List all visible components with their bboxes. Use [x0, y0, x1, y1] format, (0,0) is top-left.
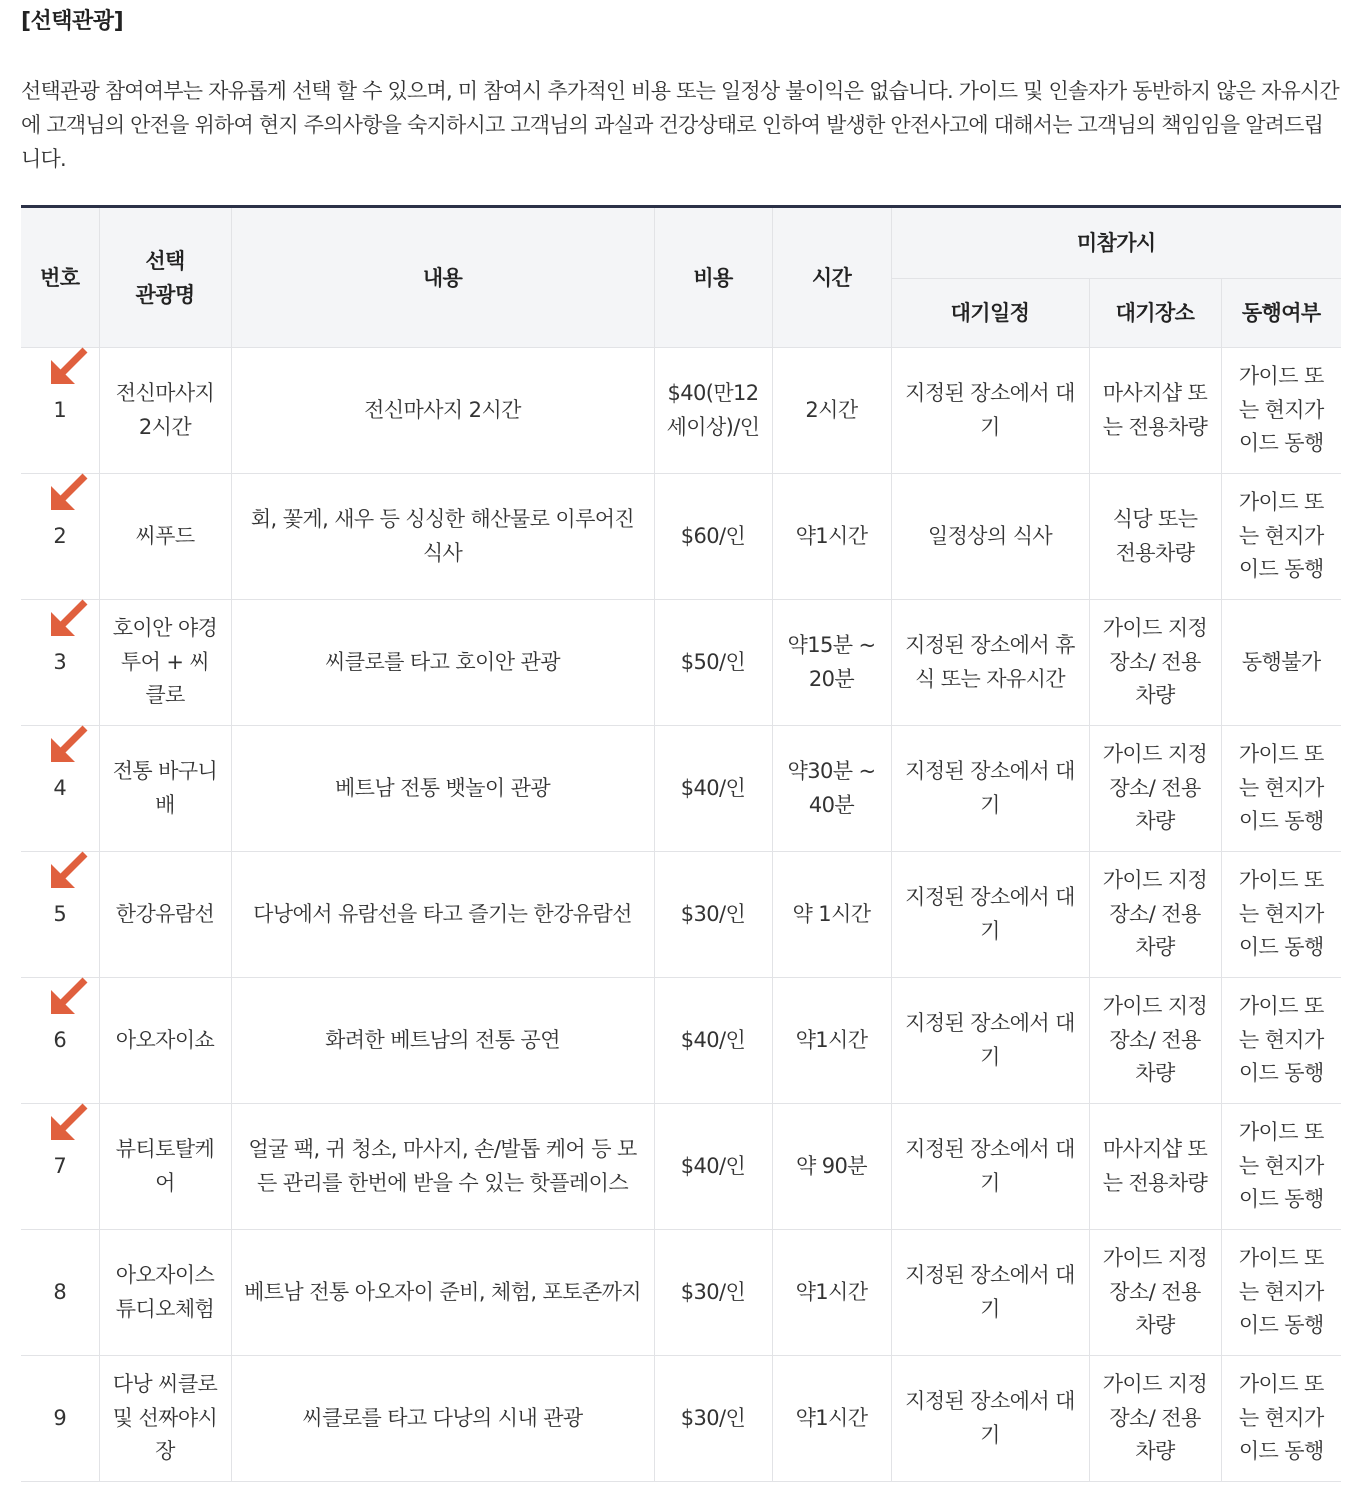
row-number-text: 2 — [53, 523, 67, 548]
row-number-text: 6 — [53, 1027, 67, 1052]
cell-no — [21, 348, 99, 474]
table-row — [21, 348, 1341, 474]
cell-time: 2시간 — [772, 348, 891, 474]
row-number-text: 1 — [53, 397, 67, 422]
table-row — [21, 1230, 1341, 1356]
table-row — [21, 1356, 1341, 1482]
cell-no — [21, 726, 99, 852]
cell-content: 씨클로를 타고 다낭의 시내 관광 — [231, 1356, 654, 1482]
cell-time: 약30분 ~40분 — [772, 726, 891, 852]
arrow-down-left-icon — [49, 1102, 89, 1142]
header-wait-schedule: 대기일정 — [891, 279, 1089, 348]
cell-content: 얼굴 팩, 귀 청소, 마사지, 손/발톱 케어 등 모든 관리를 한번에 받을 수 있는 핫플레이스 — [231, 1104, 654, 1230]
header-wait-place: 대기장소 — [1089, 279, 1221, 348]
cell-no — [21, 1104, 99, 1230]
header-name-line1: 선택 — [145, 248, 185, 273]
cell-cost: $40/인 — [654, 1104, 772, 1230]
cell-name: 전통 바구니배 — [99, 726, 231, 852]
cell-name: 아오자이스튜디오체험 — [99, 1230, 231, 1356]
table-row — [21, 978, 1341, 1104]
row-number — [53, 898, 66, 932]
cell-accompany: 가이드 또는 현지가이드 동행 — [1221, 1356, 1341, 1482]
cell-content: 화려한 베트남의 전통 공연 — [231, 978, 654, 1104]
table-row — [21, 852, 1341, 978]
arrow-down-left-icon — [49, 598, 89, 638]
cell-time: 약 1시간 — [772, 852, 891, 978]
cell-no — [21, 474, 99, 600]
row-number — [53, 1024, 66, 1058]
row-number-text: 9 — [53, 1405, 67, 1430]
cell-wait-schedule: 지정된 장소에서 휴식 또는 자유시간 — [891, 600, 1089, 726]
cell-cost: $50/인 — [654, 600, 772, 726]
cell-content: 베트남 전통 아오자이 준비, 체험, 포토존까지 — [231, 1230, 654, 1356]
row-number — [53, 1150, 66, 1184]
cell-content: 베트남 전통 뱃놀이 관광 — [231, 726, 654, 852]
cell-cost: $60/인 — [654, 474, 772, 600]
cell-wait-place: 가이드 지정 장소/ 전용차량 — [1089, 978, 1221, 1104]
section-title: [선택관광] — [21, 9, 124, 34]
cell-accompany: 동행불가 — [1221, 600, 1341, 726]
cell-wait-place: 가이드 지정 장소/ 전용차량 — [1089, 1230, 1221, 1356]
table-row — [21, 474, 1341, 600]
cell-wait-schedule: 일정상의 식사 — [891, 474, 1089, 600]
cell-wait-place: 식당 또는 전용차량 — [1089, 474, 1221, 600]
cell-time: 약1시간 — [772, 978, 891, 1104]
arrow-down-left-icon — [49, 724, 89, 764]
cell-name: 전신마사지 2시간 — [99, 348, 231, 474]
cell-wait-place: 가이드 지정 장소/ 전용차량 — [1089, 852, 1221, 978]
row-number — [53, 646, 66, 680]
table-body — [21, 348, 1341, 1482]
cell-name: 다낭 씨클로 및 선짜야시장 — [99, 1356, 231, 1482]
row-number — [53, 1276, 66, 1310]
header-row — [21, 207, 1341, 279]
cell-wait-schedule: 지정된 장소에서 대기 — [891, 1356, 1089, 1482]
cell-cost: $40(만12세이상)/인 — [654, 348, 772, 474]
cell-cost: $40/인 — [654, 726, 772, 852]
header-accompany: 동행여부 — [1221, 279, 1341, 348]
intro-paragraph: 선택관광 참여여부는 자유롭게 선택 할 수 있으며, 미 참여시 추가적인 비용 또는 일정상 불이익은 없습니다. 가이드 및 인솔자가 동반하지 않은 자유시간에 고객님의 안전을 위하여 현지 주의사항을 숙지하시고 고객님의 과실과 건강상태로 인하여 발생한 안전사고에 대해서는 고객님의 책임임을 알려드립니다. — [21, 79, 1339, 171]
cell-no — [21, 600, 99, 726]
cell-accompany: 가이드 또는 현지가이드 동행 — [1221, 852, 1341, 978]
optional-tour-table — [21, 205, 1341, 1482]
cell-name: 뷰티토탈케어 — [99, 1104, 231, 1230]
cell-wait-place: 마사지샵 또는 전용차량 — [1089, 1104, 1221, 1230]
cell-time: 약15분 ~20분 — [772, 600, 891, 726]
cell-accompany: 가이드 또는 현지가이드 동행 — [1221, 348, 1341, 474]
header-cost: 비용 — [654, 207, 772, 348]
cell-content: 회, 꽃게, 새우 등 싱싱한 해산물로 이루어진 식사 — [231, 474, 654, 600]
cell-time: 약1시간 — [772, 1230, 891, 1356]
cell-no — [21, 978, 99, 1104]
cell-wait-place: 마사지샵 또는 전용차량 — [1089, 348, 1221, 474]
cell-accompany: 가이드 또는 현지가이드 동행 — [1221, 978, 1341, 1104]
cell-no — [21, 1356, 99, 1482]
table-row — [21, 726, 1341, 852]
cell-cost: $30/인 — [654, 1356, 772, 1482]
header-name-line2: 관광명 — [135, 282, 195, 307]
row-number — [53, 772, 66, 806]
cell-name: 한강유람선 — [99, 852, 231, 978]
cell-content: 전신마사지 2시간 — [231, 348, 654, 474]
row-number-text: 5 — [53, 901, 67, 926]
row-number — [53, 1402, 66, 1436]
cell-content: 다낭에서 유람선을 타고 즐기는 한강유람선 — [231, 852, 654, 978]
cell-time: 약1시간 — [772, 474, 891, 600]
cell-no — [21, 852, 99, 978]
cell-time: 약 90분 — [772, 1104, 891, 1230]
cell-name: 씨푸드 — [99, 474, 231, 600]
arrow-down-left-icon — [49, 472, 89, 512]
header-content: 내용 — [231, 207, 654, 348]
cell-no — [21, 1230, 99, 1356]
cell-wait-place: 가이드 지정 장소/ 전용차량 — [1089, 600, 1221, 726]
cell-wait-schedule: 지정된 장소에서 대기 — [891, 726, 1089, 852]
cell-wait-schedule: 지정된 장소에서 대기 — [891, 1230, 1089, 1356]
cell-wait-place: 가이드 지정 장소/ 전용차량 — [1089, 726, 1221, 852]
header-no: 번호 — [21, 207, 99, 348]
cell-time: 약1시간 — [772, 1356, 891, 1482]
cell-name: 호이안 야경투어 + 씨클로 — [99, 600, 231, 726]
row-number-text: 7 — [53, 1153, 67, 1178]
arrow-down-left-icon — [49, 850, 89, 890]
cell-accompany: 가이드 또는 현지가이드 동행 — [1221, 726, 1341, 852]
cell-wait-schedule: 지정된 장소에서 대기 — [891, 852, 1089, 978]
cell-cost: $40/인 — [654, 978, 772, 1104]
cell-wait-schedule: 지정된 장소에서 대기 — [891, 348, 1089, 474]
row-number — [53, 394, 66, 428]
row-number-text: 4 — [53, 775, 67, 800]
row-number — [53, 520, 66, 554]
arrow-down-left-icon — [49, 346, 89, 386]
cell-accompany: 가이드 또는 현지가이드 동행 — [1221, 1104, 1341, 1230]
header-group-nonparticipation: 미참가시 — [891, 207, 1341, 279]
cell-cost: $30/인 — [654, 852, 772, 978]
arrow-down-left-icon — [49, 976, 89, 1016]
table-row — [21, 1104, 1341, 1230]
cell-wait-place: 가이드 지정 장소/ 전용차량 — [1089, 1356, 1221, 1482]
cell-content: 씨클로를 타고 호이안 관광 — [231, 600, 654, 726]
cell-cost: $30/인 — [654, 1230, 772, 1356]
header-name — [99, 207, 231, 348]
cell-wait-schedule: 지정된 장소에서 대기 — [891, 978, 1089, 1104]
cell-accompany: 가이드 또는 현지가이드 동행 — [1221, 474, 1341, 600]
cell-accompany: 가이드 또는 현지가이드 동행 — [1221, 1230, 1341, 1356]
header-time: 시간 — [772, 207, 891, 348]
table-row — [21, 600, 1341, 726]
cell-wait-schedule: 지정된 장소에서 대기 — [891, 1104, 1089, 1230]
row-number-text: 8 — [53, 1279, 67, 1304]
cell-name: 아오자이쇼 — [99, 978, 231, 1104]
row-number-text: 3 — [53, 649, 67, 674]
